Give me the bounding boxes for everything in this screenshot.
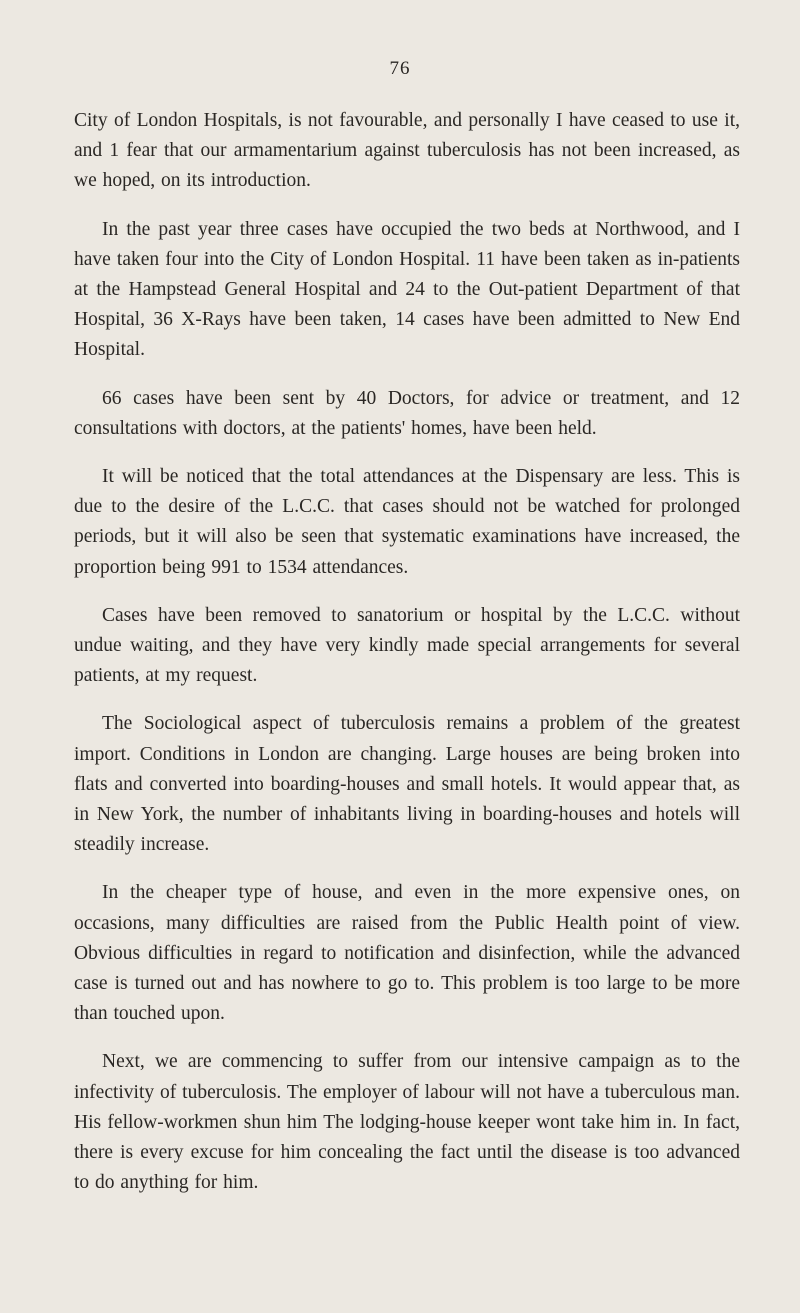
- paragraph-housing-difficulties: In the cheaper type of house, and even in the more expensive ones, on occasions, many difficulties are raised from the Public Health point of view. Obvious difficulties in regard to notification and disinfection, while the advanced case is turned out and has nowhere to go to. This problem is too large to be more than touched upon.: [74, 882, 740, 1025]
- page-number: 76: [389, 58, 411, 79]
- paragraph-doctor-referrals: 66 cases have been sent by 40 Doctors, for advice or treatment, and 12 consultations with doctors, at the patients' homes, have been held.: [74, 387, 740, 439]
- body-text: [74, 106, 740, 1217]
- paragraph-sociological-aspect: The Sociological aspect of tuberculosis remains a problem of the greatest import. Conditions in London are changing. Large houses are being broken into flats and converted into boarding-houses and small hotels. It would appear that, as in New York, the number of inhabitants living in boarding-houses and hotels will steadily increase.: [74, 713, 740, 856]
- paragraph-beds-and-admissions: In the past year three cases have occupied the two beds at Northwood, and I have taken four into the City of London Hospital. 11 have been taken as in-patients at the Hampstead General Hospital and 24 to the Out-patient Department of that Hospital, 36 X-Rays have been taken, 14 cases have been admitted to New End Hospital.: [74, 218, 740, 361]
- paragraph-dispensary-attendances: It will be noticed that the total attendances at the Dispensary are less. This is due to the desire of the L.C.C. that cases should not be watched for prolonged periods, but it will also be seen that systematic examinations have increased, the proportion being 991 to 1534 attendances.: [74, 466, 740, 578]
- paragraph-sanatorium-removals: Cases have been removed to sanatorium or hospital by the L.C.C. without undue waiting, and they have very kindly made special arrangements for several patients, at my request.: [74, 604, 740, 687]
- paragraph-hospitals-continuation: City of London Hospitals, is not favourable, and personally I have ceased to use it, and 1 fear that our armamentarium against tuberculosis has not been increased, as we hoped, on its introduction.: [74, 110, 740, 192]
- paragraph-infectivity-campaign: Next, we are commencing to suffer from our intensive campaign as to the infectivity of tuberculosis. The employer of labour will not have a tuberculous man. His fellow-workmen shun him The lodging-house keeper wont take him in. In fact, there is every excuse for him concealing the fact until the disease is too advanced to do anything for him.: [74, 1051, 740, 1194]
